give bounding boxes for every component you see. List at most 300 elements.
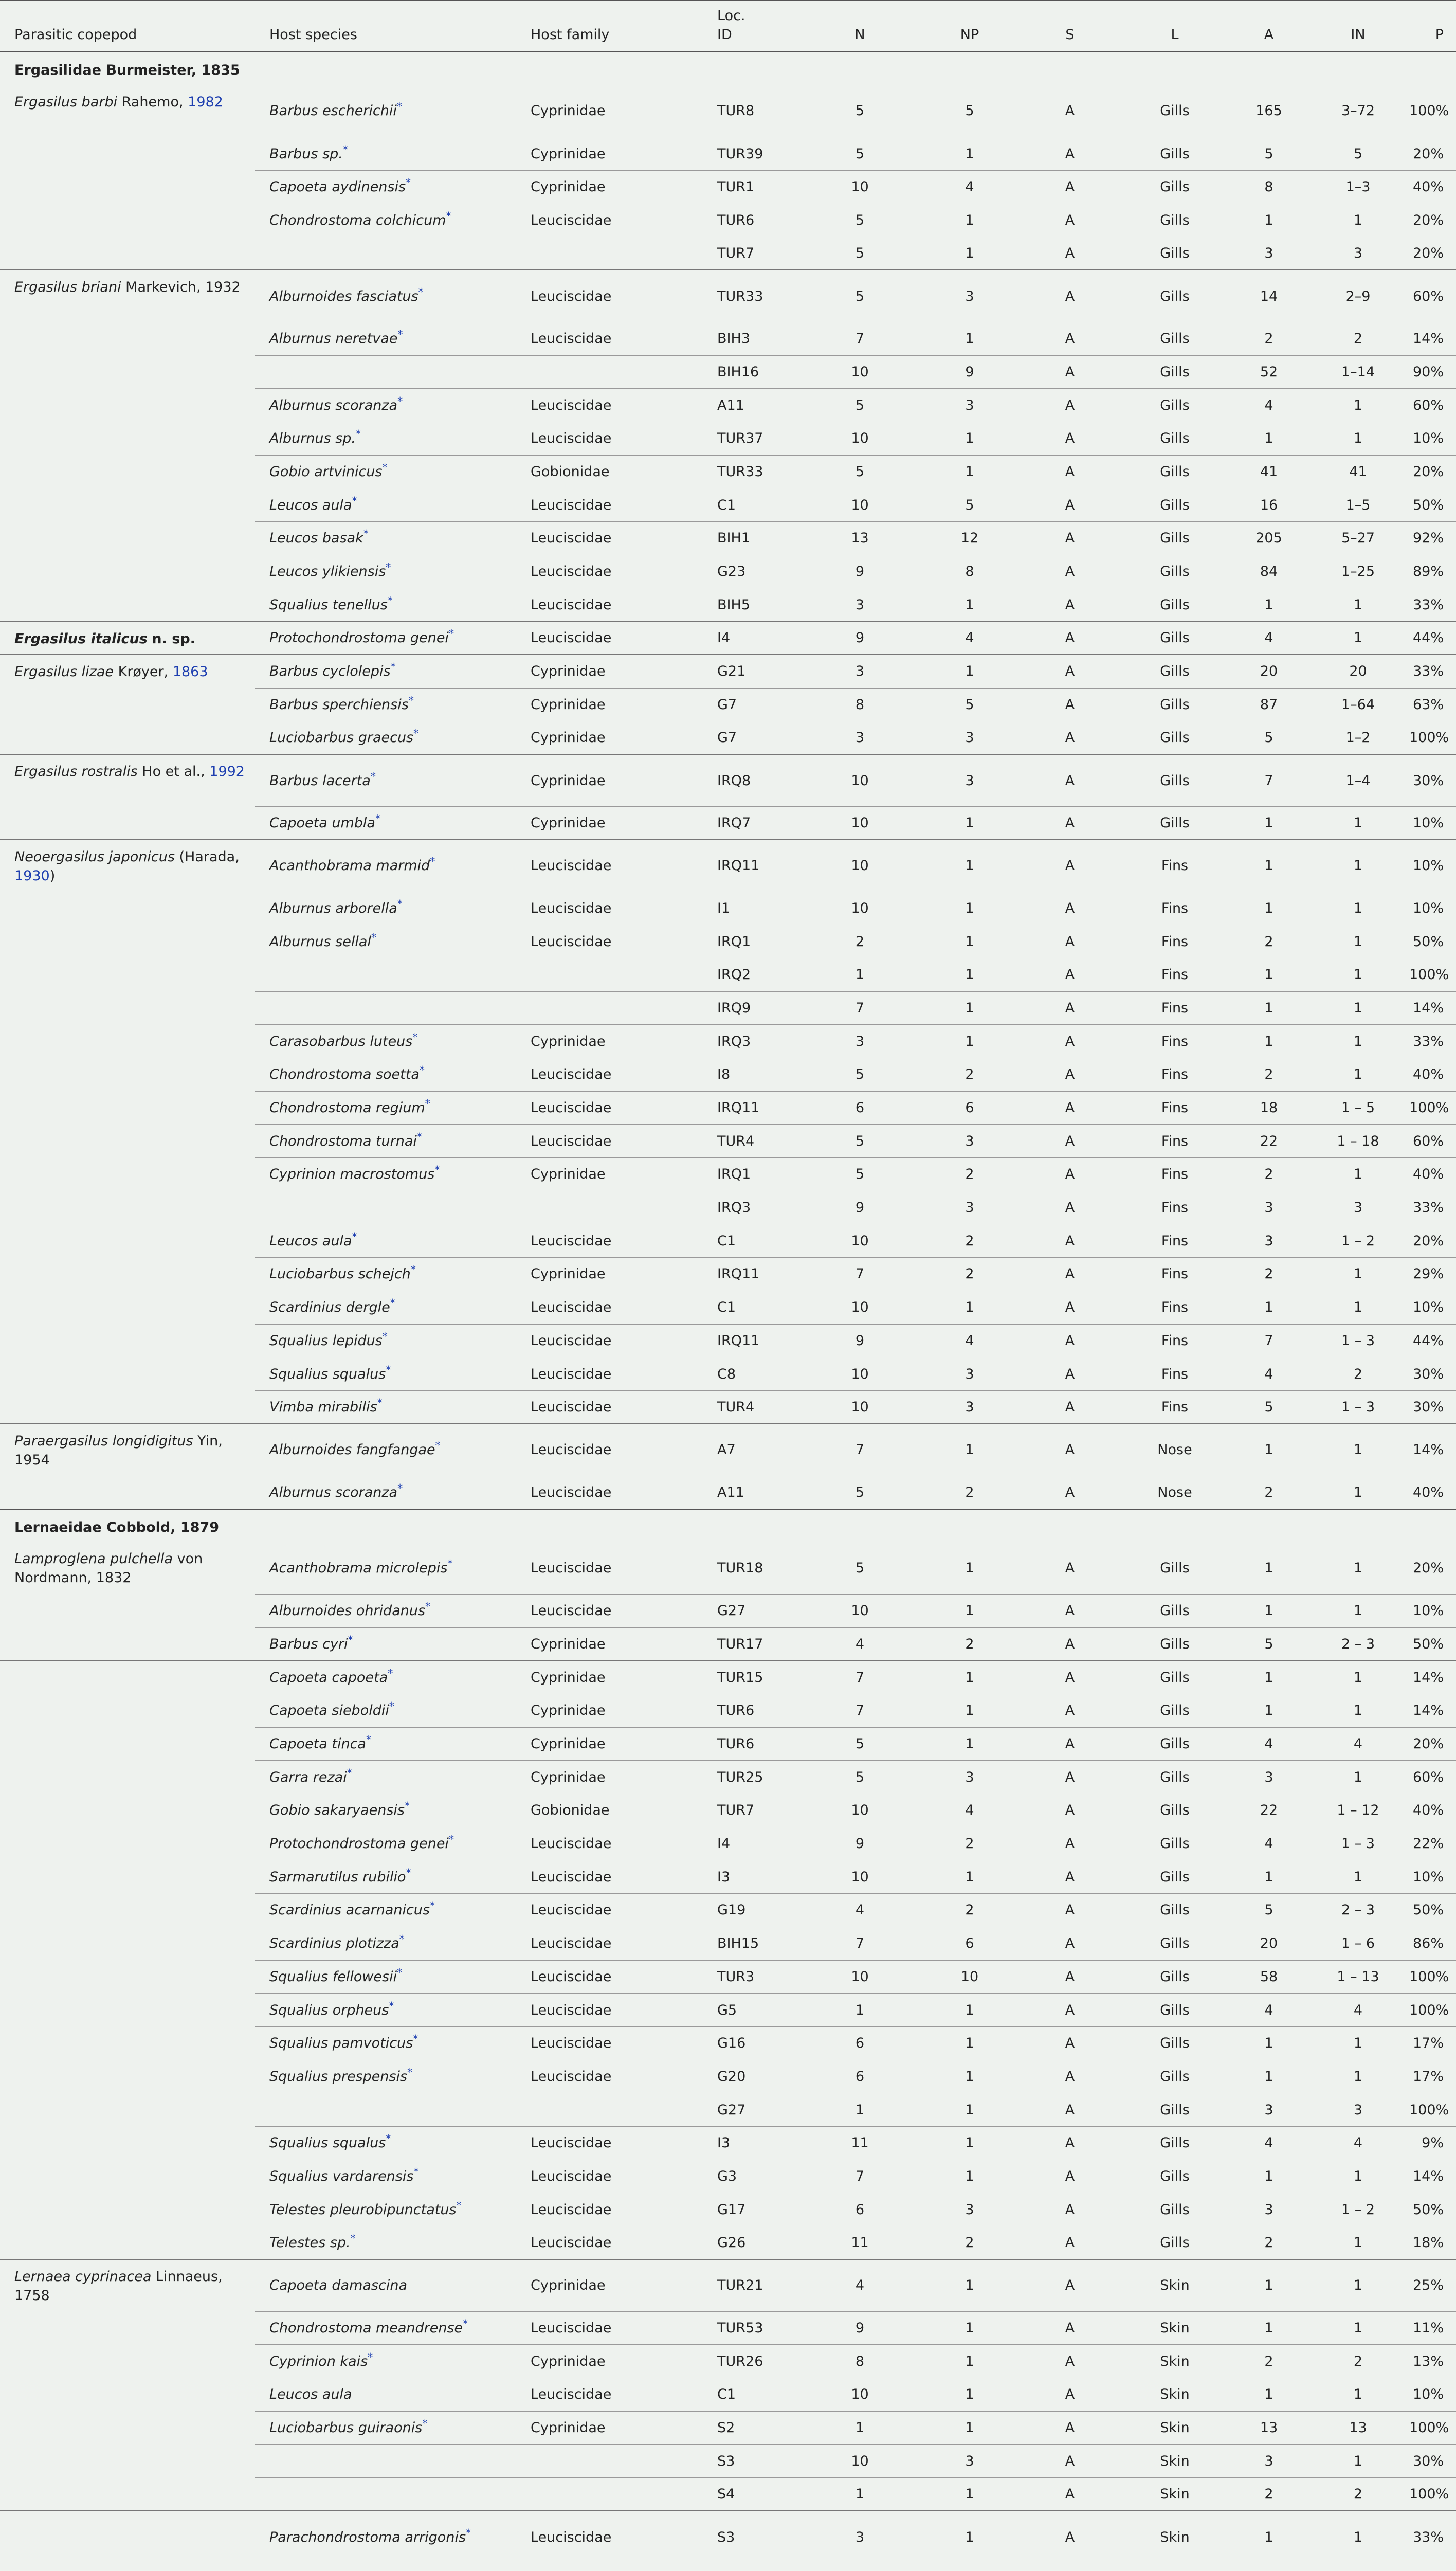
copepod-reference-link[interactable]: 1982: [188, 94, 223, 110]
footnote-asterisk: *: [397, 394, 403, 407]
host-species-name: Alburnus neretvae: [269, 331, 398, 347]
host-species-name: Garra rezai: [269, 1769, 347, 1785]
intensity-cell: 1–3: [1307, 170, 1409, 204]
sample-size-cell: 13: [802, 522, 918, 555]
host-species-name: Barbus escherichii: [269, 103, 397, 119]
loc-id-cell: BIH1: [703, 522, 802, 555]
abundance-cell: 1: [1231, 2060, 1307, 2093]
prevalence-cell: 14%: [1409, 1661, 1456, 1694]
location-on-host-cell: Nose: [1119, 1424, 1231, 1476]
host-species-cell: [255, 1727, 516, 1761]
host-species-cell: [255, 237, 516, 270]
num-parasitized-cell: 1: [918, 1025, 1021, 1058]
host-family-cell: Cyprinidae: [516, 2345, 703, 2378]
sample-size-cell: 7: [802, 1424, 918, 1476]
host-species-cell: [255, 488, 516, 522]
host-family-cell: Leuciscidae: [516, 555, 703, 588]
sample-size-cell: 5: [802, 1761, 918, 1794]
table-row: [0, 2511, 1456, 2563]
host-species-name: Leucos aula: [269, 1233, 352, 1249]
sample-size-cell: 10: [802, 840, 918, 892]
location-on-host-cell: Fins: [1119, 840, 1231, 892]
loc-id-cell: G5: [703, 1994, 802, 2027]
host-species-cell: [255, 1091, 516, 1125]
abundance-cell: 22: [1231, 1125, 1307, 1158]
intensity-cell: 2: [1307, 322, 1409, 355]
num-parasitized-cell: 1: [918, 840, 1021, 892]
prevalence-cell: 10%: [1409, 1860, 1456, 1894]
copepod-cell: [0, 85, 255, 270]
host-species-cell: [255, 1994, 516, 2027]
intensity-cell: 1 – 12: [1307, 1794, 1409, 1827]
loc-id-cell: IRQ2: [703, 958, 802, 991]
host-species-cell: [255, 522, 516, 555]
host-species-name: Capoeta aydinensis: [269, 179, 406, 195]
host-species-name: Capoeta capoeta: [269, 1669, 388, 1686]
footnote-asterisk: *: [397, 897, 403, 910]
abundance-cell: 1: [1231, 1025, 1307, 1058]
host-species-name: Chondrostoma regium: [269, 1100, 425, 1116]
footnote-asterisk: *: [447, 1558, 453, 1570]
footnote-asterisk: *: [366, 1733, 371, 1746]
prevalence-cell: 100%: [1409, 2411, 1456, 2445]
footnote-asterisk: *: [406, 1866, 411, 1879]
copepod-reference-link[interactable]: 1863: [172, 664, 208, 680]
host-species-name: Chondrostoma colchicum: [269, 212, 446, 228]
loc-id-cell: IRQ11: [703, 840, 802, 892]
host-species-cell: [255, 204, 516, 237]
prevalence-cell: 33%: [1409, 1025, 1456, 1058]
location-on-host-cell: Gills: [1119, 1727, 1231, 1761]
loc-id-cell: BIH3: [703, 322, 802, 355]
location-on-host-cell: Gills: [1119, 322, 1231, 355]
intensity-cell: 1: [1307, 840, 1409, 892]
loc-id-cell: TUR33: [703, 270, 802, 322]
stage-cell: A: [1021, 555, 1119, 588]
host-species-cell: [255, 555, 516, 588]
host-species-cell: [255, 322, 516, 355]
location-on-host-cell: Skin: [1119, 2311, 1231, 2345]
copepod-name: Ergasilus briani: [14, 279, 121, 296]
copepod-reference-link[interactable]: 1930: [14, 868, 50, 884]
prevalence-cell: 20%: [1409, 1727, 1456, 1761]
host-species-name: Alburnus arborella: [269, 900, 397, 916]
intensity-cell: 1: [1307, 1291, 1409, 1324]
footnote-asterisk: *: [386, 561, 391, 574]
table-row: [0, 2259, 1456, 2311]
host-species-cell: [255, 1894, 516, 1927]
copepod-cell: [0, 754, 255, 840]
intensity-cell: 1 – 13: [1307, 1960, 1409, 1994]
num-parasitized-cell: 2: [918, 1827, 1021, 1860]
intensity-cell: 1 – 2: [1307, 1224, 1409, 1258]
stage-cell: A: [1021, 1661, 1119, 1694]
host-species-cell: [255, 2345, 516, 2378]
intensity-cell: 41: [1307, 455, 1409, 488]
host-species-cell: [255, 2160, 516, 2193]
location-on-host-cell: Gills: [1119, 1960, 1231, 1994]
host-family-cell: Leuciscidae: [516, 1542, 703, 1594]
sample-size-cell: 5: [802, 85, 918, 137]
intensity-cell: 1: [1307, 1025, 1409, 1058]
host-species-cell: [255, 806, 516, 840]
loc-id-cell: TUR1: [703, 170, 802, 204]
num-parasitized-cell: 1: [918, 455, 1021, 488]
intensity-cell: 1–2: [1307, 721, 1409, 755]
host-species-name: Alburnus scoranza: [269, 397, 398, 413]
host-species-cell: [255, 85, 516, 137]
host-family-cell: Leuciscidae: [516, 2378, 703, 2412]
location-on-host-cell: Gills: [1119, 1827, 1231, 1860]
location-on-host-cell: Gills: [1119, 270, 1231, 322]
table-row: [0, 1424, 1456, 1476]
sample-size-cell: 10: [802, 892, 918, 925]
prevalence-cell: 25%: [1409, 2259, 1456, 2311]
prevalence-cell: 90%: [1409, 355, 1456, 389]
num-parasitized-cell: 1: [918, 204, 1021, 237]
intensity-cell: [1307, 2563, 1409, 2571]
intensity-cell: 1: [1307, 958, 1409, 991]
prevalence-cell: 9%: [1409, 2126, 1456, 2160]
location-on-host-cell: Skin: [1119, 2478, 1231, 2511]
loc-id-cell: TUR26: [703, 2345, 802, 2378]
abundance-cell: [1231, 2563, 1307, 2571]
prevalence-cell: 100%: [1409, 1091, 1456, 1125]
intensity-cell: 1–64: [1307, 688, 1409, 721]
intensity-cell: 1: [1307, 389, 1409, 422]
sample-size-cell: 5: [802, 1727, 918, 1761]
host-family-cell: Leuciscidae: [516, 1927, 703, 1960]
host-family-cell: Leuciscidae: [516, 1091, 703, 1125]
host-species-cell: [255, 422, 516, 456]
loc-id-cell: G17: [703, 2193, 802, 2226]
num-parasitized-cell: 3: [918, 2445, 1021, 2478]
sample-size-cell: 10: [802, 1390, 918, 1424]
loc-id-cell: I8: [703, 1058, 802, 1092]
prevalence-cell: 60%: [1409, 1125, 1456, 1158]
stage-cell: A: [1021, 488, 1119, 522]
footnote-asterisk: *: [368, 2350, 373, 2363]
host-species-cell: [255, 2563, 516, 2571]
stage-cell: A: [1021, 2093, 1119, 2127]
sample-size-cell: 1: [802, 2411, 918, 2445]
host-species-name: Squalius squalus: [269, 2135, 386, 2151]
sample-size-cell: 5: [802, 389, 918, 422]
num-parasitized-cell: 4: [918, 1794, 1021, 1827]
stage-cell: A: [1021, 85, 1119, 137]
prevalence-cell: 20%: [1409, 455, 1456, 488]
location-on-host-cell: Nose: [1119, 1476, 1231, 1509]
host-species-name: Squalius squalus: [269, 1366, 386, 1382]
num-parasitized-cell: 3: [918, 1761, 1021, 1794]
num-parasitized-cell: 3: [918, 2193, 1021, 2226]
prevalence-cell: 40%: [1409, 1476, 1456, 1509]
prevalence-cell: 33%: [1409, 655, 1456, 688]
host-family-cell: Cyprinidae: [516, 2259, 703, 2311]
loc-id-cell: TUR25: [703, 1761, 802, 1794]
loc-id-cell: IRQ11: [703, 1258, 802, 1291]
sample-size-cell: 10: [802, 488, 918, 522]
num-parasitized-cell: 2: [918, 2226, 1021, 2260]
loc-id-cell: A7: [703, 1424, 802, 1476]
intensity-cell: 1: [1307, 806, 1409, 840]
host-family-cell: Leuciscidae: [516, 2226, 703, 2260]
prevalence-cell: 60%: [1409, 389, 1456, 422]
abundance-cell: 52: [1231, 355, 1307, 389]
stage-cell: A: [1021, 2445, 1119, 2478]
prevalence-cell: 100%: [1409, 958, 1456, 991]
host-species-name: Sarmarutilus rubilio: [269, 1869, 406, 1885]
num-parasitized-cell: 5: [918, 488, 1021, 522]
host-species-cell: [255, 2093, 516, 2127]
stage-cell: A: [1021, 389, 1119, 422]
intensity-cell: 2 – 3: [1307, 1627, 1409, 1661]
sample-size-cell: 9: [802, 1827, 918, 1860]
loc-id-cell: G21: [703, 655, 802, 688]
intensity-cell: 2 – 3: [1307, 1894, 1409, 1927]
table-row: [0, 270, 1456, 322]
loc-id-cell: A11: [703, 1476, 802, 1509]
intensity-cell: 1: [1307, 892, 1409, 925]
footnote-asterisk: *: [356, 428, 361, 441]
stage-cell: A: [1021, 1191, 1119, 1224]
host-species-cell: [255, 688, 516, 721]
prevalence-cell: 100%: [1409, 2478, 1456, 2511]
host-species-name: Alburnoides ohridanus: [269, 1603, 426, 1619]
abundance-cell: 7: [1231, 754, 1307, 806]
stage-cell: A: [1021, 137, 1119, 171]
num-parasitized-cell: 1: [918, 137, 1021, 171]
loc-id-cell: IRQ8: [703, 754, 802, 806]
stage-cell: A: [1021, 2126, 1119, 2160]
location-on-host-cell: Gills: [1119, 2060, 1231, 2093]
intensity-cell: 1: [1307, 1424, 1409, 1476]
loc-id-cell: TUR18: [703, 1542, 802, 1594]
host-family-cell: Cyprinidae: [516, 2411, 703, 2445]
location-on-host-cell: Skin: [1119, 2259, 1231, 2311]
sample-size-cell: 5: [802, 1158, 918, 1191]
num-parasitized-cell: 1: [918, 806, 1021, 840]
prevalence-cell: 40%: [1409, 1794, 1456, 1827]
prevalence-cell: 14%: [1409, 1424, 1456, 1476]
loc-id-cell: TUR21: [703, 2259, 802, 2311]
num-parasitized-cell: 1: [918, 655, 1021, 688]
abundance-cell: 4: [1231, 1994, 1307, 2027]
sample-size-cell: 3: [802, 655, 918, 688]
stage-cell: A: [1021, 1357, 1119, 1391]
footnote-asterisk: *: [397, 328, 403, 341]
loc-id-cell: G16: [703, 2026, 802, 2060]
host-species-name: Acanthobrama microlepis: [269, 1560, 448, 1577]
intensity-cell: 1: [1307, 1258, 1409, 1291]
prevalence-cell: 50%: [1409, 925, 1456, 958]
footnote-asterisk: *: [347, 1766, 352, 1779]
prevalence-cell: 44%: [1409, 1324, 1456, 1357]
location-on-host-cell: Gills: [1119, 1627, 1231, 1661]
stage-cell: A: [1021, 840, 1119, 892]
loc-id-cell: G20: [703, 2060, 802, 2093]
copepod-cell: [0, 1542, 255, 1660]
loc-id-cell: G7: [703, 688, 802, 721]
sample-size-cell: 10: [802, 355, 918, 389]
host-species-cell: [255, 389, 516, 422]
host-species-cell: [255, 1390, 516, 1424]
host-species-cell: [255, 2478, 516, 2511]
host-species-name: Chondrostoma meandrense: [269, 2320, 463, 2337]
host-family-cell: Leuciscidae: [516, 270, 703, 322]
intensity-cell: 1 – 2: [1307, 2193, 1409, 2226]
location-on-host-cell: Gills: [1119, 2226, 1231, 2260]
location-on-host-cell: Gills: [1119, 2026, 1231, 2060]
loc-id-cell: G3: [703, 2160, 802, 2193]
num-parasitized-cell: 1: [918, 958, 1021, 991]
loc-id-cell: BIH16: [703, 355, 802, 389]
stage-cell: A: [1021, 1324, 1119, 1357]
sample-size-cell: 10: [802, 1794, 918, 1827]
location-on-host-cell: Gills: [1119, 1860, 1231, 1894]
location-on-host-cell: Gills: [1119, 1927, 1231, 1960]
abundance-cell: 1: [1231, 204, 1307, 237]
footnote-asterisk: *: [370, 770, 376, 783]
loc-id-cell: IRQ11: [703, 1091, 802, 1125]
sample-size-cell: 11: [802, 2126, 918, 2160]
intensity-cell: 4: [1307, 1727, 1409, 1761]
table-header: [0, 1, 1456, 52]
location-on-host-cell: Gills: [1119, 355, 1231, 389]
loc-id-cell: S3: [703, 2511, 802, 2563]
host-family-cell: Leuciscidae: [516, 389, 703, 422]
prevalence-cell: 10%: [1409, 840, 1456, 892]
column-header-np: NP: [960, 27, 979, 43]
sample-size-cell: 10: [802, 1291, 918, 1324]
stage-cell: A: [1021, 2411, 1119, 2445]
host-family-cell: Cyprinidae: [516, 754, 703, 806]
intensity-cell: 3: [1307, 1191, 1409, 1224]
host-species-cell: [255, 1058, 516, 1092]
loc-id-cell: C1: [703, 1291, 802, 1324]
loc-id-cell: G27: [703, 1594, 802, 1627]
host-species-name: Barbus sp.: [269, 146, 343, 162]
location-on-host-cell: Gills: [1119, 806, 1231, 840]
intensity-cell: 1 – 6: [1307, 1927, 1409, 1960]
host-species-name: Squalius prespensis: [269, 2068, 408, 2085]
loc-id-cell: TUR6: [703, 1727, 802, 1761]
stage-cell: A: [1021, 1258, 1119, 1291]
loc-id-cell: TUR6: [703, 1694, 802, 1728]
location-on-host-cell: Fins: [1119, 1390, 1231, 1424]
host-species-cell: [255, 1258, 516, 1291]
sample-size-cell: 5: [802, 237, 918, 270]
prevalence-cell: 20%: [1409, 1542, 1456, 1594]
sample-size-cell: 9: [802, 1324, 918, 1357]
abundance-cell: 2: [1231, 2226, 1307, 2260]
host-family-cell: Leuciscidae: [516, 2311, 703, 2345]
loc-id-cell: G27: [703, 2093, 802, 2127]
footnote-asterisk: *: [386, 1363, 391, 1376]
sample-size-cell: 7: [802, 322, 918, 355]
prevalence-cell: 20%: [1409, 237, 1456, 270]
abundance-cell: 1: [1231, 1860, 1307, 1894]
prevalence-cell: 10%: [1409, 1594, 1456, 1627]
host-family-cell: [516, 991, 703, 1025]
abundance-cell: 8: [1231, 170, 1307, 204]
prevalence-cell: 14%: [1409, 322, 1456, 355]
footnote-asterisk: *: [446, 209, 451, 222]
abundance-cell: 4: [1231, 622, 1307, 655]
copepod-reference-link[interactable]: 1992: [209, 764, 245, 780]
abundance-cell: 4: [1231, 1827, 1307, 1860]
host-species-name: Protochondrostoma genei: [269, 1836, 449, 1852]
host-family-cell: Cyprinidae: [516, 806, 703, 840]
loc-id-cell: IRQ3: [703, 1025, 802, 1058]
num-parasitized-cell: 1: [918, 237, 1021, 270]
host-species-cell: [255, 355, 516, 389]
host-species-cell: [255, 2126, 516, 2160]
stage-cell: A: [1021, 2345, 1119, 2378]
family-heading: Ergasilidae Burmeister, 1835: [14, 62, 240, 79]
footnote-asterisk: *: [388, 1667, 393, 1679]
host-family-cell: Cyprinidae: [516, 1025, 703, 1058]
abundance-cell: 1: [1231, 2259, 1307, 2311]
prevalence-cell: 33%: [1409, 1191, 1456, 1224]
prevalence-cell: 14%: [1409, 2160, 1456, 2193]
copepod-author: von Nordmann, 1832: [14, 1551, 203, 1586]
abundance-cell: 2: [1231, 1476, 1307, 1509]
copepod-cell: [0, 840, 255, 1424]
loc-id-cell: G26: [703, 2226, 802, 2260]
host-species-name: Luciobarbus graecus: [269, 730, 414, 746]
num-parasitized-cell: 1: [918, 2259, 1021, 2311]
host-species-cell: [255, 588, 516, 622]
num-parasitized-cell: 10: [918, 1960, 1021, 1994]
location-on-host-cell: Gills: [1119, 2193, 1231, 2226]
location-on-host-cell: Gills: [1119, 588, 1231, 622]
sample-size-cell: 7: [802, 1694, 918, 1728]
abundance-cell: 1: [1231, 840, 1307, 892]
num-parasitized-cell: 1: [918, 1594, 1021, 1627]
sample-size-cell: 4: [802, 1627, 918, 1661]
stage-cell: A: [1021, 1476, 1119, 1509]
num-parasitized-cell: 3: [918, 721, 1021, 755]
abundance-cell: 4: [1231, 1357, 1307, 1391]
location-on-host-cell: Gills: [1119, 1542, 1231, 1594]
footnote-asterisk: *: [382, 1330, 388, 1343]
abundance-cell: 1: [1231, 2511, 1307, 2563]
sample-size-cell: 6: [802, 2026, 918, 2060]
intensity-cell: 1: [1307, 622, 1409, 655]
sample-size-cell: 8: [802, 2345, 918, 2378]
copepod-cell: [0, 2511, 255, 2571]
location-on-host-cell: Gills: [1119, 688, 1231, 721]
location-on-host-cell: Gills: [1119, 85, 1231, 137]
intensity-cell: 1: [1307, 2311, 1409, 2345]
stage-cell: A: [1021, 754, 1119, 806]
host-family-cell: Leuciscidae: [516, 488, 703, 522]
host-family-cell: Leuciscidae: [516, 204, 703, 237]
num-parasitized-cell: 1: [918, 2060, 1021, 2093]
sample-size-cell: 7: [802, 1927, 918, 1960]
host-species-cell: [255, 1291, 516, 1324]
sample-size-cell: 5: [802, 1476, 918, 1509]
location-on-host-cell: Gills: [1119, 389, 1231, 422]
num-parasitized-cell: 8: [918, 555, 1021, 588]
abundance-cell: 1: [1231, 1661, 1307, 1694]
location-on-host-cell: Gills: [1119, 1594, 1231, 1627]
abundance-cell: 1: [1231, 2160, 1307, 2193]
num-parasitized-cell: 1: [918, 1661, 1021, 1694]
host-family-cell: Leuciscidae: [516, 2160, 703, 2193]
footnote-asterisk: *: [397, 1481, 403, 1494]
